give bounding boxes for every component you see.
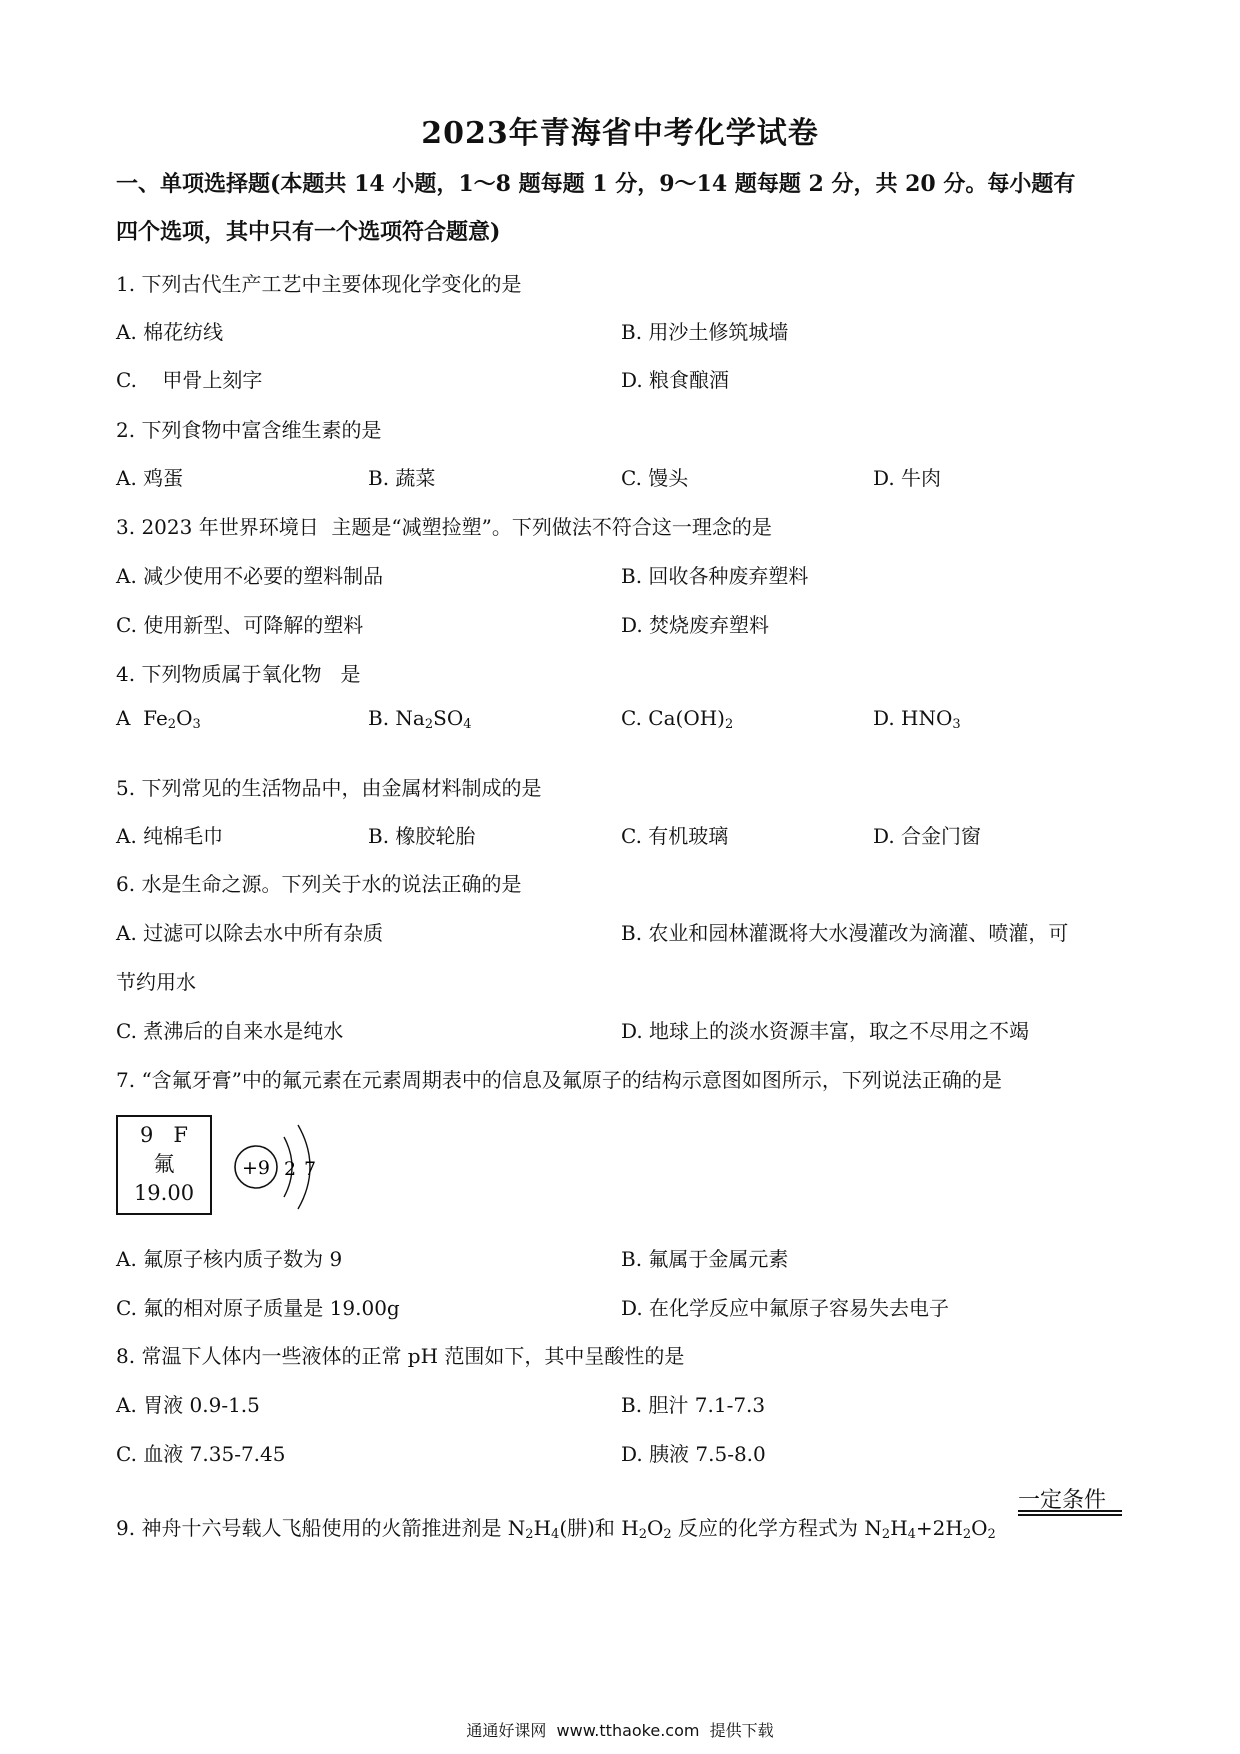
question-7-stem: 7. “含氟牙膏”中的氟元素在元素周期表中的信息及氟原子的结构示意图如图所示，下列说法正确的是 bbox=[116, 1068, 1002, 1092]
question-4-stem: 4. 下列物质属于氧化物 是 bbox=[116, 662, 361, 686]
question-2-option-c: C. 馒头 bbox=[621, 466, 689, 490]
question-8-option-b: B. 胆汁 7.1-7.3 bbox=[621, 1393, 766, 1417]
question-7-option-d: D. 在化学反应中氟原子容易失去电子 bbox=[621, 1296, 950, 1320]
question-8-options-row-1 bbox=[116, 1389, 1126, 1419]
question-5-option-a: A. 纯棉毛巾 bbox=[116, 824, 224, 848]
question-7-option-c: C. 氟的相对原子质量是 19.00g bbox=[116, 1296, 400, 1320]
question-1-option-c: C. 甲骨上刻字 bbox=[116, 368, 263, 392]
question-6-option-b-continued: 节约用水 bbox=[116, 970, 196, 994]
question-7-options-row-2 bbox=[116, 1292, 1126, 1322]
fluorine-figure bbox=[116, 1115, 356, 1225]
question-5-options bbox=[116, 820, 1126, 850]
question-3-option-b: B. 回收各种废弃塑料 bbox=[621, 564, 809, 588]
element-mass: 19.00 bbox=[133, 1181, 195, 1205]
question-2-option-d: D. 牛肉 bbox=[873, 466, 942, 490]
question-1-option-d: D. 粮食酿酒 bbox=[621, 368, 730, 392]
question-5-option-d: D. 合金门窗 bbox=[873, 824, 982, 848]
question-3-option-c: C. 使用新型、可降解的塑料 bbox=[116, 613, 364, 637]
question-5-option-b: B. 橡胶轮胎 bbox=[368, 824, 476, 848]
page-footer: 通通好课网 www.tthaoke.com 提供下载 bbox=[466, 1721, 774, 1740]
question-9-stem: 9. 神舟十六号载人飞船使用的火箭推进剂是 $N_2H_4$(肼)和 $H_2O_2$ 反应的化学方程式为 $N_2H_4+2H_2O_2$ bbox=[116, 1516, 996, 1542]
question-8-option-a: A. 胃液 0.9-1.5 bbox=[116, 1393, 260, 1417]
question-6-option-b: B. 农业和园林灌溉将大水漫灌改为滴灌、喷灌，可 bbox=[621, 921, 1069, 945]
question-5-stem: 5. 下列常见的生活物品中，由金属材料制成的是 bbox=[116, 776, 542, 800]
periodic-table-cell bbox=[116, 1115, 212, 1215]
question-2-option-a: A. 鸡蛋 bbox=[116, 466, 184, 490]
question-6-stem: 6. 水是生命之源。下列关于水的说法正确的是 bbox=[116, 872, 522, 896]
question-3-options-row-2 bbox=[116, 609, 1126, 639]
question-4-option-a: A $Fe_2O_3$ bbox=[116, 706, 201, 732]
question-4-option-b: B. $Na_2SO_4$ bbox=[368, 706, 472, 732]
question-4-option-d: D. $HNO_3$ bbox=[873, 706, 961, 732]
question-7-option-a: A. 氟原子核内质子数为 9 bbox=[116, 1247, 343, 1271]
question-1-option-a: A. 棉花纺线 bbox=[116, 320, 224, 344]
question-1-options-row-1 bbox=[116, 316, 1126, 346]
question-8-options-row-2 bbox=[116, 1438, 1126, 1468]
question-7-option-b: B. 氟属于金属元素 bbox=[621, 1247, 789, 1271]
question-4-options bbox=[116, 706, 1126, 736]
question-3-options-row-1 bbox=[116, 560, 1126, 590]
question-8-option-c: C. 血液 7.35-7.45 bbox=[116, 1442, 286, 1466]
question-1-stem: 1. 下列古代生产工艺中主要体现化学变化的是 bbox=[116, 272, 522, 296]
section-heading-line-2: 四个选项，其中只有一个选项符合题意) bbox=[116, 219, 501, 245]
question-3-option-a: A. 减少使用不必要的塑料制品 bbox=[116, 564, 384, 588]
shell-1-electrons: 2 bbox=[283, 1158, 297, 1180]
question-8-stem: 8. 常温下人体内一些液体的正常 pH 范围如下，其中呈酸性的是 bbox=[116, 1344, 685, 1368]
question-3-option-d: D. 焚烧废弃塑料 bbox=[621, 613, 770, 637]
question-4-option-c: C. $Ca(OH)_2$ bbox=[621, 706, 734, 732]
question-6-options-row-2 bbox=[116, 1015, 1126, 1045]
question-1-option-b: B. 用沙土修筑城墙 bbox=[621, 320, 789, 344]
question-6-option-a: A. 过滤可以除去水中所有杂质 bbox=[116, 921, 384, 945]
reaction-condition: 一定条件 bbox=[1018, 1488, 1107, 1513]
element-name: 氟 bbox=[153, 1152, 175, 1176]
question-1-options-row-2 bbox=[116, 364, 1126, 394]
exam-title: 2023年青海省中考化学试卷 bbox=[421, 116, 819, 151]
nucleus-charge: +9 bbox=[241, 1157, 271, 1179]
question-5-option-c: C. 有机玻璃 bbox=[621, 824, 729, 848]
atom-structure-diagram bbox=[234, 1115, 354, 1225]
question-2-option-b: B. 蔬菜 bbox=[368, 466, 436, 490]
question-6-option-d: D. 地球上的淡水资源丰富，取之不尽用之不竭 bbox=[621, 1019, 1030, 1043]
section-heading bbox=[116, 160, 1126, 256]
question-6-option-c: C. 煮沸后的自来水是纯水 bbox=[116, 1019, 344, 1043]
question-6-options-row-1 bbox=[116, 917, 1126, 947]
question-7-options-row-1 bbox=[116, 1243, 1126, 1273]
question-3-stem: 3. 2023 年世界环境日 主题是“减塑捡塑”。下列做法不符合这一理念的是 bbox=[116, 515, 772, 539]
section-heading-line-1: 一、单项选择题(本题共 14 小题，1～8 题每题 1 分，9～14 题每题 2 分，共 20 分。每小题有 bbox=[116, 171, 1076, 197]
question-2-stem: 2. 下列食物中富含维生素的是 bbox=[116, 418, 382, 442]
shell-2-electrons: 7 bbox=[303, 1158, 317, 1180]
question-2-options bbox=[116, 462, 1126, 492]
question-8-option-d: D. 胰液 7.5-8.0 bbox=[621, 1442, 766, 1466]
element-number-symbol: 9 F bbox=[140, 1123, 188, 1147]
